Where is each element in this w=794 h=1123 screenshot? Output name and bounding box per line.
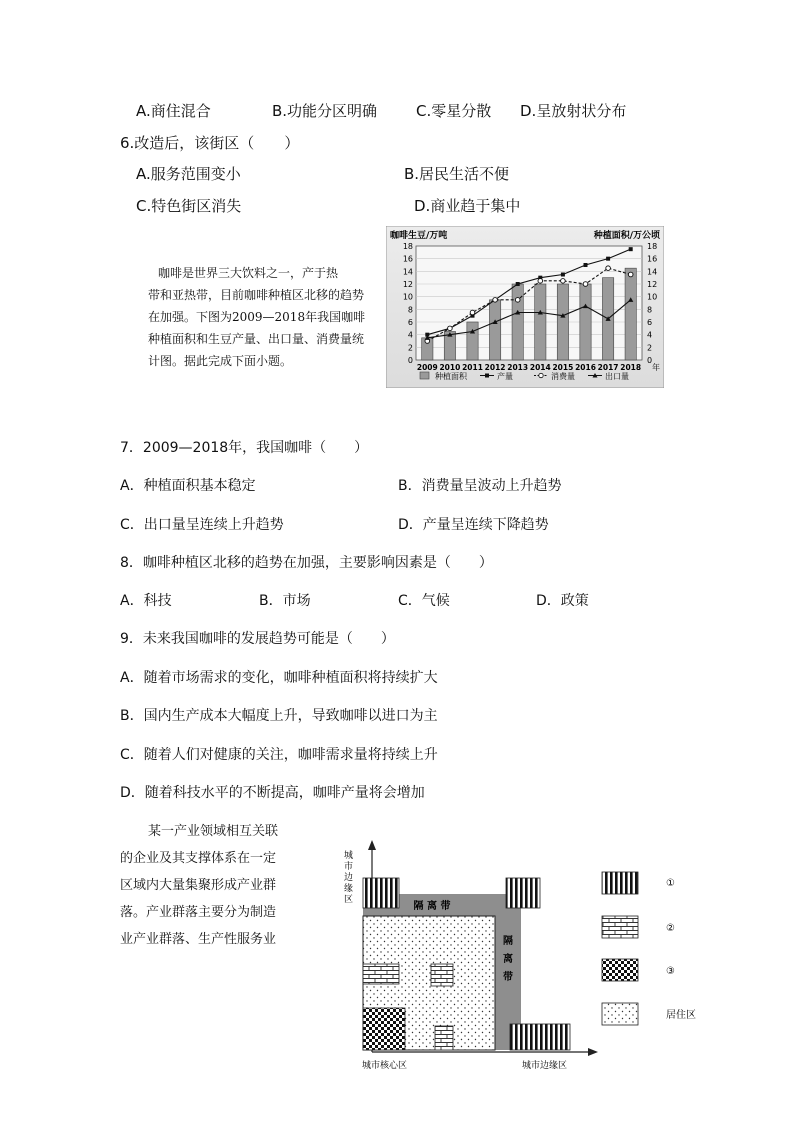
q8-option-c: C．气候 [398,593,450,609]
belt-v-label-char: 带 [503,972,513,983]
q6-option-b: B.居民生活不便 [404,165,510,183]
industry-1-block [363,878,399,908]
legend-label: 种植面积 [435,372,467,381]
point-consumption [515,298,520,303]
q6-option-d: D.商业趋于集中 [414,197,521,215]
q5-option-b: B.功能分区明确 [272,102,378,120]
coffee-intro-line: 咖啡是世界三大饮料之一，产于热 [158,266,339,280]
industry-2-block [435,1026,453,1050]
bar-planting-area [625,268,636,360]
legend-label-1: ① [666,878,675,889]
y-axis-label-char: 城 [344,851,354,861]
legend-label-3: ③ [666,966,675,977]
x-tick-label: 2013 [507,363,529,372]
y-axis-label-char: 区 [344,895,354,905]
y-left-tick-label: 6 [407,318,413,327]
industry-3-block [363,1008,405,1050]
q9-option-c: C．随着人们对健康的关注，咖啡需求量将持续上升 [120,747,438,763]
cluster-intro-line: 业产业群落、生产性服务业 [120,932,277,947]
x-tick-label: 2011 [462,363,483,372]
q5-option-c: C.零星分散 [416,102,492,120]
q7-stem: 7．2009—2018年，我国咖啡（ ） [120,440,369,456]
y-axis-label-char: 市 [344,862,354,872]
y-left-tick-label: 10 [402,292,413,302]
y-right-tick-label: 10 [647,292,658,302]
y-left-tick-label: 16 [402,254,413,264]
y-left-tick-label: 14 [402,267,413,277]
y-right-tick-label: 8 [647,305,653,315]
x-tick-label: 2017 [597,363,619,372]
x-end-label: 城市边缘区 [522,1061,568,1071]
bar-planting-area [512,284,523,360]
chart-title-right: 种植面积/万公顷 [593,231,660,241]
point-consumption [448,326,453,331]
y-right-tick-label: 16 [647,254,658,264]
industry-1-block [506,878,540,908]
cluster-intro-line: 区域内大量集聚形成产业群 [120,878,277,893]
x-unit-label: 年 [652,363,660,372]
y-axis-label [344,849,353,905]
y-left-tick-label: 12 [402,280,413,289]
industry-2-block [363,964,399,984]
q6-stem: 6.改造后，该街区（ ） [120,134,300,152]
q9-option-d: D．随着科技水平的不断提高，咖啡产量将会增加 [120,785,425,801]
q7-option-b: B．消费量呈波动上升趋势 [398,478,562,494]
y-right-tick-label: 6 [647,318,653,327]
y-axis-label-char: 边 [344,873,354,883]
x-tick-label: 2010 [439,363,461,372]
cluster-intro [120,818,320,953]
point-consumption [628,272,633,277]
chart-title-left: 咖啡生豆/万吨 [390,231,448,241]
point-production [561,273,565,277]
y-left-tick-label: 4 [407,330,413,340]
q6-option-c: C.特色街区消失 [136,197,242,215]
q9-stem: 9．未来我国咖啡的发展趋势可能是（ ） [120,631,395,647]
y-left-tick-label: 18 [402,242,413,251]
x-tick-label: 2012 [484,363,506,372]
point-production [606,257,610,261]
y-left-tick-label: 2 [407,343,413,353]
q7-option-a: A．种植面积基本稳定 [120,478,256,494]
legend-label-residential: 居住区 [666,1010,696,1021]
cluster-intro-line: 的企业及其支撑体系在一定 [120,851,277,866]
point-consumption [606,266,611,271]
point-consumption [470,310,475,315]
x-tick-label: 2018 [620,363,642,372]
point-consumption [493,298,498,303]
legend-label: 产量 [497,372,513,381]
legend-swatch-planting-area [420,372,429,379]
q9-option-b: B．国内生产成本大幅度上升，导致咖啡以进口为主 [120,708,438,724]
q7-option-d: D．产量呈连续下降趋势 [398,517,549,533]
industry-2-block [431,964,453,986]
legend-marker-production [485,374,489,378]
x-tick-label: 2009 [416,363,438,372]
q9-option-a: A．随着市场需求的变化，咖啡种植面积将持续扩大 [120,670,438,686]
belt-h-label: 隔 离 带 [413,901,451,912]
legend-marker-consumption [539,373,543,377]
x-axis-arrow-icon [588,1048,598,1056]
q7-option-c: C．出口量呈连续上升趋势 [120,517,284,533]
legend-swatch-1 [602,872,638,894]
y-axis-label-char: 缘 [344,884,354,894]
y-left-tick-label: 8 [407,305,413,315]
point-production [629,247,633,251]
y-right-tick-label: 4 [647,330,653,340]
belt-v-label-char: 离 [503,954,513,965]
coffee-intro [148,262,380,372]
bar-planting-area [467,322,478,360]
y-left-tick-label: 0 [407,356,413,365]
q5-option-a: A.商住混合 [136,102,211,120]
coffee-chart [386,226,664,388]
coffee-intro-line: 种植面积和生豆产量、出口量、消费量统 [148,332,365,346]
point-production [584,263,588,267]
y-right-tick-label: 12 [647,280,658,289]
q5-option-d: D.呈放射状分布 [520,102,627,120]
q8-option-b: B．市场 [259,593,311,609]
industry-cluster-diagram [330,838,710,1078]
point-production [516,282,520,286]
point-consumption [583,282,588,287]
bar-planting-area [489,300,500,360]
y-right-tick-label: 2 [647,343,653,353]
bar-planting-area [557,284,568,360]
y-right-tick-label: 0 [647,356,653,365]
point-consumption [561,279,566,284]
q8-option-a: A．科技 [120,593,172,609]
y-right-tick-label: 18 [647,242,658,251]
legend-label-2: ② [666,923,675,934]
cluster-intro-line: 落。产业群落主要分为制造 [120,905,277,920]
coffee-intro-line: 在加强。下图为2009—2018年我国咖啡 [148,310,366,324]
legend-swatch-2 [602,916,638,938]
q6-option-a: A.服务范围变小 [136,165,241,183]
coffee-intro-line: 带和亚热带，目前咖啡种植区北移的趋势 [148,288,365,302]
legend-label: 消费量 [551,372,575,381]
q8-option-d: D．政策 [536,593,589,609]
point-consumption [538,279,543,284]
coffee-intro-line: 计图。据此完成下面小题。 [148,354,293,368]
x-tick-label: 2014 [529,363,551,372]
x-origin-label: 城市核心区 [362,1061,408,1071]
industry-1-block [510,1024,570,1050]
y-right-tick-label: 14 [647,267,658,277]
x-tick-label: 2015 [552,363,574,372]
cluster-intro-line: 某一产业领域相互关联 [148,824,279,839]
legend-swatch-residential [602,1003,638,1025]
legend-swatch-3 [602,959,638,981]
diagram-legend [602,872,696,1025]
bar-planting-area [580,284,591,360]
x-tick-label: 2016 [575,363,596,372]
y-axis-arrow-icon [368,840,376,850]
bar-planting-area [535,284,546,360]
q8-stem: 8．咖啡种植区北移的趋势在加强，主要影响因素是（ ） [120,555,493,571]
belt-v-label-char: 隔 [503,936,513,947]
legend-label: 出口量 [605,372,629,381]
